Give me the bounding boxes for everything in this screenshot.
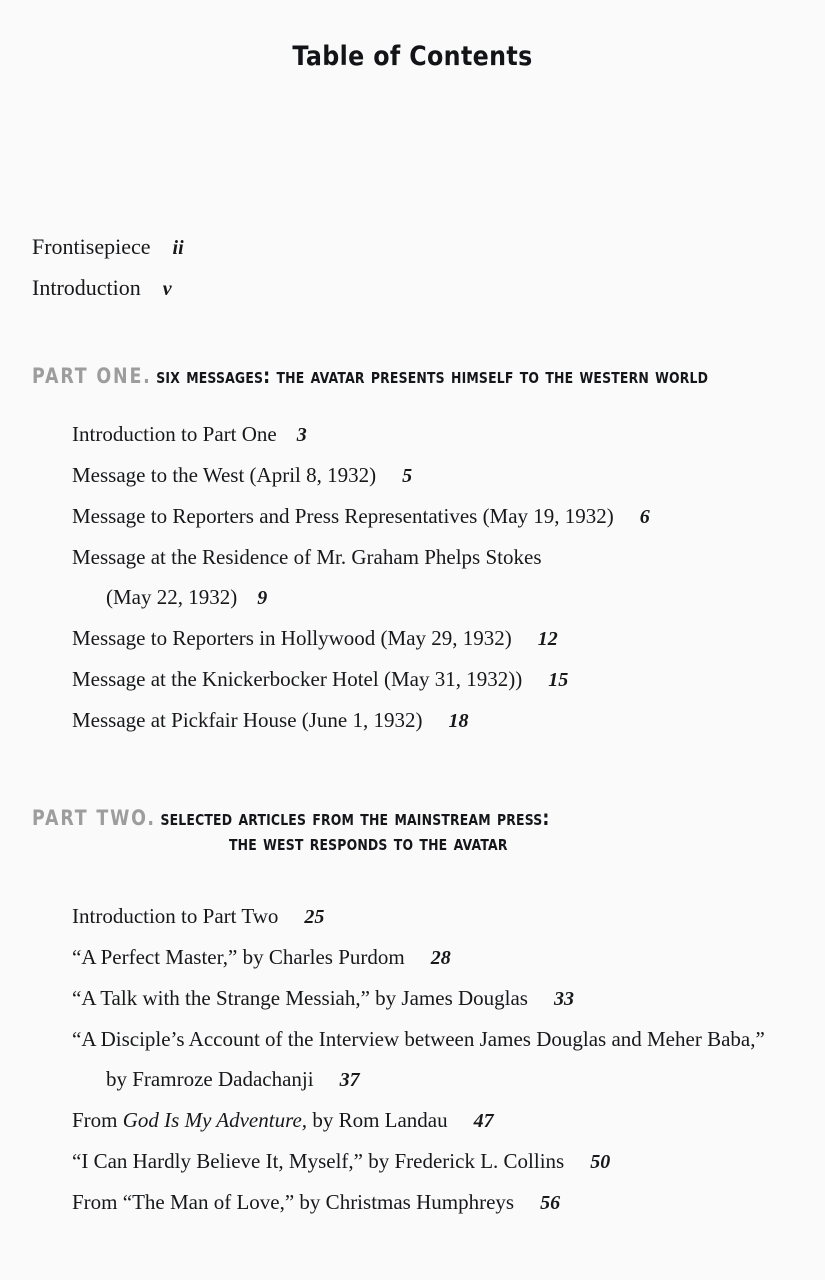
toc-entry-book-title: God Is My Adventure, [122, 1108, 308, 1132]
toc-entry-page-number: 6 [639, 506, 650, 528]
toc-entry-page-number: 33 [553, 988, 574, 1010]
toc-entry-text: Message at the Knickerbocker Hotel (May 31, 1932)) [72, 667, 523, 691]
toc-entry-page-number: 47 [473, 1110, 494, 1132]
toc-entry[interactable] [72, 1182, 812, 1223]
part-one-title: six messages: the avatar presents himself to the western world [156, 364, 709, 388]
toc-entry[interactable] [72, 618, 812, 659]
toc-entry-page-number: 56 [540, 1192, 561, 1214]
toc-entry-page-number: 15 [548, 669, 569, 691]
toc-entry-text: by Framroze Dadachanji [106, 1067, 314, 1091]
toc-entry[interactable] [72, 496, 812, 537]
toc-entry[interactable] [72, 896, 812, 937]
toc-entry-text-suffix: by Rom Landau [307, 1108, 448, 1132]
toc-entry[interactable] [72, 537, 812, 577]
toc-entry-continuation[interactable] [72, 1059, 812, 1100]
toc-entry-continuation[interactable] [72, 577, 812, 618]
toc-entry-text: “A Perfect Master,” by Charles Purdom [72, 945, 405, 969]
toc-entry-text: Message at Pickfair House (June 1, 1932) [72, 708, 423, 732]
part-two-title-line-1: selected articles from the mainstream press: [160, 806, 550, 830]
toc-entry-text: Message to Reporters in Hollywood (May 29, 1932) [72, 626, 512, 650]
part-one-heading [32, 364, 792, 389]
part-one-label: PART ONE. [32, 364, 152, 388]
toc-entry-page-number: 25 [304, 906, 325, 928]
page-title: Table of Contents [292, 41, 533, 72]
toc-entry-text: Message at the Residence of Mr. Graham Phelps Stokes [72, 545, 542, 569]
toc-entry[interactable] [72, 1100, 812, 1141]
toc-entry-page-number: 18 [448, 710, 469, 732]
part-two-heading-line [32, 806, 663, 831]
part-two-label: PART TWO. [32, 806, 156, 830]
toc-entry-text: Message to the West (April 8, 1932) [72, 463, 377, 487]
part-two-title-line-2: the west responds to the avatar [229, 830, 508, 855]
toc-entry[interactable] [72, 1019, 812, 1059]
toc-entry[interactable] [72, 937, 812, 978]
toc-entry[interactable] [72, 1141, 812, 1182]
toc-entry-text: “A Disciple’s Account of the Interview between James Douglas and Meher Baba,” [72, 1027, 765, 1051]
toc-entry[interactable] [72, 455, 812, 496]
part-two-entries [72, 896, 812, 1223]
part-two-heading [32, 806, 792, 856]
toc-entry-page-number: 50 [590, 1151, 611, 1173]
frontmatter-label: Frontisepiece [32, 234, 151, 259]
toc-entry-page-number: 3 [296, 424, 307, 446]
toc-entry-text: “I Can Hardly Believe It, Myself,” by Frederick L. Collins [72, 1149, 565, 1173]
frontmatter-page-number: ii [172, 237, 184, 259]
toc-entry-text: From “The Man of Love,” by Christmas Humphreys [72, 1190, 515, 1214]
toc-entry-text: “A Talk with the Strange Messiah,” by James Douglas [72, 986, 528, 1010]
toc-entry-text [72, 1108, 448, 1132]
toc-entry-page-number: 5 [402, 465, 413, 487]
frontmatter-row [32, 267, 792, 308]
part-one-heading-line [32, 364, 709, 389]
frontmatter-page-number: v [162, 278, 172, 300]
toc-entry-text: (May 22, 1932) [106, 585, 238, 609]
toc-entry[interactable] [72, 700, 812, 741]
part-one-entries [72, 414, 812, 741]
toc-entry-page-number: 37 [339, 1069, 360, 1091]
frontmatter-row [32, 226, 792, 267]
toc-entry[interactable] [72, 978, 812, 1019]
toc-entry-text-prefix: From [72, 1108, 123, 1132]
frontmatter-label: Introduction [32, 275, 141, 300]
toc-entry[interactable] [72, 414, 812, 455]
frontmatter-list [32, 226, 792, 308]
toc-entry-page-number: 28 [430, 947, 451, 969]
toc-entry-text: Introduction to Part Two [72, 904, 279, 928]
toc-entry-page-number: 12 [537, 628, 558, 650]
toc-entry-page-number: 9 [257, 587, 268, 609]
toc-entry[interactable] [72, 659, 812, 700]
part-two-heading-line [229, 831, 696, 856]
toc-entry-text: Message to Reporters and Press Representatives (May 19, 1932) [72, 504, 614, 528]
toc-entry-text: Introduction to Part One [72, 422, 277, 446]
